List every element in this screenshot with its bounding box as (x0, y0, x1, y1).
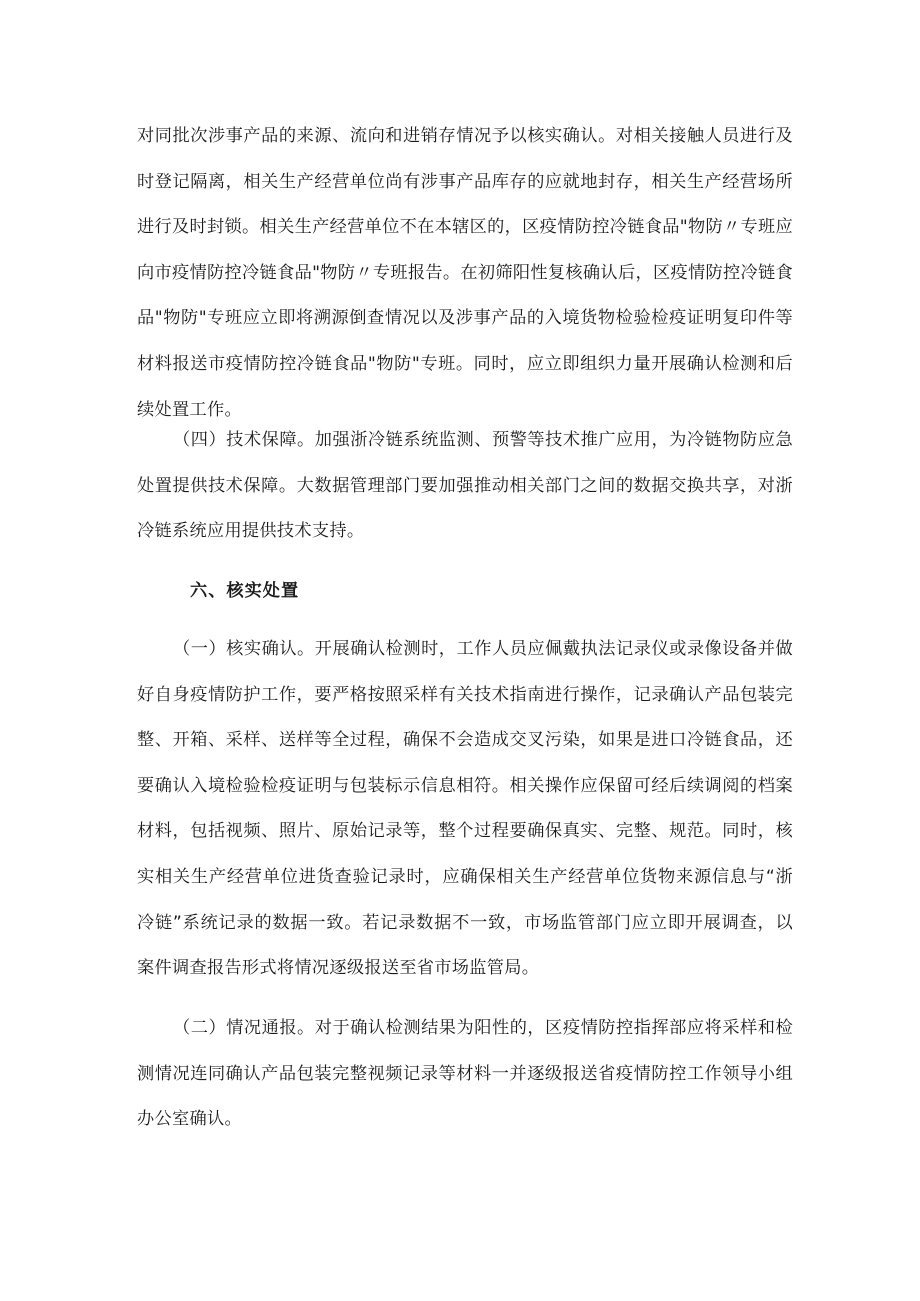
paragraph-situation-report: （二）情况通报。对于确认检测结果为阳性的，区疫情防控指挥部应将采样和检测情况连同确认产品包装完整视频记录等材料一并逐级报送省疫情防控工作领导小组办公室确认。 (137, 1018, 793, 1130)
paragraph-technical-support: （四）技术保障。加强浙冷链系统监测、预警等技术推广应用，为冷链物防应急处置提供技术保障。大数据管理部门要加强推动相关部门之间的数据交换共享，对浙冷链系统应用提供技术支持。 (137, 430, 793, 542)
paragraph-traceability-reporting: 对同批次涉事产品的来源、流向和进销存情况予以核实确认。对相关接触人员进行及时登记隔离，相关生产经营单位尚有涉事产品库存的应就地封存，相关生产经营场所进行及时封锁。相关生产经营单位不在本辖区的，区疫情防控冷链食品"物防〃专班应向市疫情防控冷链食品"物防〃专班报告。在初筛阳性复核确认后，区疫情防控冷链食品"物防"专班应立即将溯源倒查情况以及涉事产品的入境货物检验检疫证明复印件等材料报送市疫情防控冷链食品"物防"专班。同时，应立即组织力量开展确认检测和后续处置工作。 (137, 126, 793, 420)
paragraph-verification-confirmation: （一）核实确认。开展确认检测时，工作人员应佩戴执法记录仪或录像设备并做好自身疫情防护工作，要严格按照采样有关技术指南进行操作，记录确认产品包装完整、开箱、采样、送样等全过程，确保不会造成交叉污染，如果是进口冷链食品，还要确认入境检验检疫证明与包装标示信息相符。相关操作应保留可经后续调阅的档案材料，包括视频、照片、原始记录等，整个过程要确保真实、完整、规范。同时，核实相关生产经营单位进货查验记录时，应确保相关生产经营单位货物来源信息与“浙冷链”系统记录的数据一致。若记录数据不一致，市场监管部门应立即开展调查，以案件调查报告形式将情况逐级报送至省市场监管局。 (137, 639, 793, 979)
section-heading: 六、核实处置 (190, 581, 300, 601)
